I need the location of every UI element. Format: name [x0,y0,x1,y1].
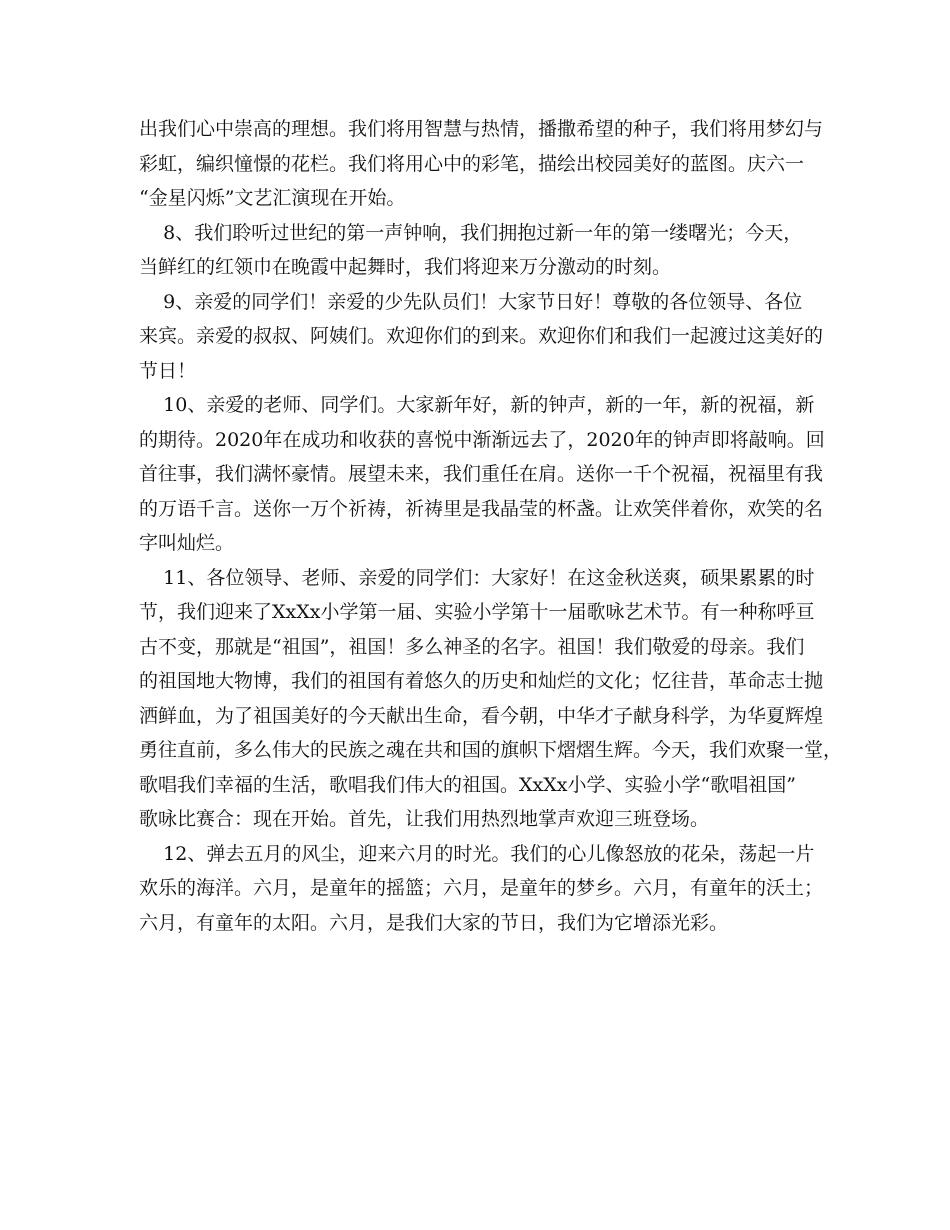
text-line: 11、各位领导、老师、亲爱的同学们：大家好！在这金秋送爽，硕果累累的时 [139,566,815,589]
text-line: 节日！ [139,359,197,382]
text-line: 8、我们聆听过世纪的第一声钟响，我们拥抱过新一年的第一缕曙光；今天， [139,221,803,244]
text-line: 节，我们迎来了XxXx小学第一届、实验小学第十一届歌咏艺术节。有一种称呼亘 [139,601,815,623]
text-line: 的祖国地大物博，我们的祖国有着悠久的历史和灿烂的文化；忆往昔，革命志士抛 [139,670,824,692]
text-line: 首往事，我们满怀豪情。展望未来，我们重任在肩。送你一千个祝福，祝福里有我 [139,463,824,485]
text-line: 歌咏比赛合：现在开始。首先，让我们用热烈地掌声欢迎三班登场。 [139,808,710,830]
text-line: 彩虹，编织憧憬的花栏。我们将用心中的彩笔，描绘出校园美好的蓝图。庆六一 [139,152,805,175]
text-line: “金星闪烁”文艺汇演现在开始。 [139,187,406,209]
text-line: 字叫灿烂。 [139,532,235,554]
text-line: 歌唱我们幸福的生活，歌唱我们伟大的祖国。XxXx小学、实验小学“歌唱祖国” [139,773,796,796]
text-line: 六月，有童年的太阳。六月，是我们大家的节日，我们为它增添光彩。 [139,911,729,934]
document-body [139,112,843,940]
text-line: 出我们心中崇高的理想。我们将用智慧与热情，播撒希望的种子，我们将用梦幻与 [139,118,824,140]
text-line: 10、亲爱的老师、同学们。大家新年好，新的钟声，新的一年，新的祝福，新 [139,394,815,416]
text-line: 勇往直前，多么伟大的民族之魂在共和国的旗帜下熠熠生辉。今天，我们欢聚一堂， [139,739,843,761]
text-line: 洒鲜血，为了祖国美好的今天献出生命，看今朝，中华才子献身科学，为华夏辉煌 [139,704,824,727]
text-line: 的万语千言。送你一万个祈祷，祈祷里是我晶莹的杯盏。让欢笑伴着你，欢笑的名 [139,497,824,520]
text-line: 当鲜红的红领巾在晚霞中起舞时，我们将迎来万分激动的时刻。 [139,256,672,278]
text-line: 古不变，那就是“祖国”，祖国！多么神圣的名字。祖国！我们敬爱的母亲。我们 [139,635,805,658]
text-line: 9、亲爱的同学们！亲爱的少先队员们！大家节日好！尊敬的各位领导、各位 [139,290,803,313]
text-line: 的期待。2020年在成功和收获的喜悦中渐渐远去了，2020年的钟声即将敲响。回 [139,428,825,451]
text-line: 12、弹去五月的风尘，迎来六月的时光。我们的心儿像怒放的花朵，荡起一片 [139,842,815,865]
text-line: 欢乐的海洋。六月，是童年的摇篮；六月，是童年的梦乡。六月，有童年的沃土； [139,877,824,899]
text-line: 来宾。亲爱的叔叔、阿姨们。欢迎你们的到来。欢迎你们和我们一起渡过这美好的 [139,325,824,347]
